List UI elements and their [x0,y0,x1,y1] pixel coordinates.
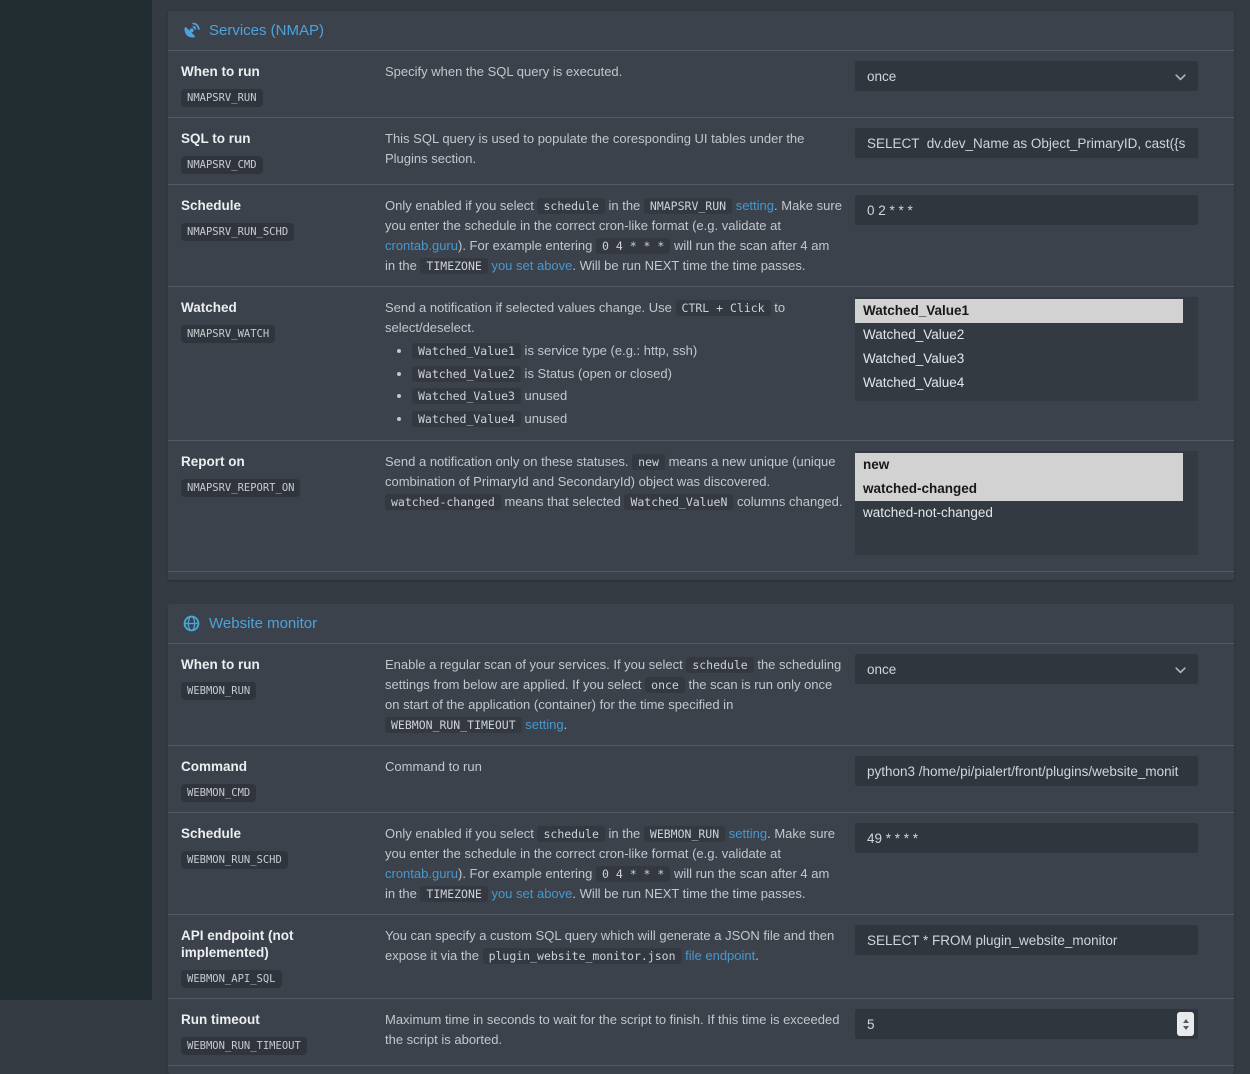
description-text: . Will be run NEXT time the time passes. [572,886,806,901]
number-spinner[interactable] [1177,1012,1194,1036]
spinner-up-icon[interactable] [1183,1019,1189,1023]
listbox-option[interactable]: Watched_Value4 [863,375,965,390]
inline-link[interactable]: setting [525,717,564,732]
setting-code-badge: NMAPSRV_RUN [181,89,263,107]
inline-code: TIMEZONE [420,886,487,902]
description-text: . Make sure you enter the schedule in the correct cron-like format (e.g. validate at [385,826,836,861]
inline-code: new [632,454,665,470]
inline-link[interactable]: you set above [491,258,573,273]
listbox-option[interactable]: new [855,453,1183,477]
satellite-dish-icon [183,22,200,39]
section-header [168,11,1234,51]
description-text: unused [520,388,568,403]
inline-code: 0 4 * * * [596,866,670,882]
setting-code-badge: WEBMON_CMD [181,784,256,802]
inline-code: WEBMON_RUN_TIMEOUT [385,717,522,733]
description-text: Send a notification if selected values change. Use [385,300,676,315]
listbox-NMAPSRV_WATCH[interactable] [855,297,1198,401]
description-text: . [563,717,568,732]
setting-name: When to run [181,657,260,672]
input-WEBMON_CMD[interactable] [855,756,1198,786]
setting-description [385,655,843,735]
setting-row-WEBMON_API_SQL [168,915,1234,999]
list-item [412,363,843,386]
sidebar [0,0,152,1000]
inline-code: WEBMON_RUN [644,826,725,842]
description-text: will run the scan after 4 am in the [385,866,830,901]
inline-code: Watched_Value4 [412,411,521,427]
chevron-down-icon [1175,69,1186,84]
inline-code: Watched_Value2 [412,366,521,382]
setting-row-NMAPSRV_WATCH [168,287,1234,441]
spinner-down-icon[interactable] [1183,1026,1189,1030]
list-item [412,385,843,408]
listbox-option[interactable]: Watched_Value1 [855,299,1183,323]
setting-name: Run timeout [181,1012,260,1027]
section-header [168,604,1234,644]
setting-row-NMAPSRV_REPORT_ON [168,441,1234,572]
description-text: Maximum time in seconds to wait for the script to finish. If this time is exceeded the script is aborted. [385,1012,840,1047]
inline-code: schedule [537,198,604,214]
inline-code: Watched_ValueN [624,494,733,510]
section-title: Website monitor [209,615,318,632]
description-text: . [755,948,759,963]
description-text: in the [604,198,644,213]
setting-code-badge: WEBMON_RUN_TIMEOUT [181,1037,307,1055]
setting-row-WEBMON_RUN_SCHD [168,813,1234,915]
setting-name: SQL to run [181,131,251,146]
description-text: . Make sure you enter the schedule in the correct cron-like format (e.g. validate at [385,198,842,233]
panel-website-monitor [168,604,1234,1074]
setting-code-badge: WEBMON_RUN_SCHD [181,851,288,869]
input-NMAPSRV_RUN_SCHD[interactable] [855,195,1198,225]
select-value: once [867,661,897,677]
inline-link[interactable]: setting [735,198,775,213]
setting-code-badge: WEBMON_API_SQL [181,970,282,988]
description-text: Only enabled if you select [385,198,538,213]
description-text: Only enabled if you select [385,826,538,841]
list-item [412,340,843,363]
setting-code-badge: NMAPSRV_WATCH [181,325,275,343]
input-NMAPSRV_CMD[interactable] [855,128,1198,158]
setting-row-NMAPSRV_RUN [168,51,1234,118]
description-text: columns changed. [733,494,843,509]
description-text: to select/deselect. [385,300,786,335]
description-text: . Will be run NEXT time the time passes. [572,258,806,273]
setting-description [385,298,843,430]
inline-code: schedule [686,657,753,673]
setting-name: Schedule [181,826,242,841]
setting-row-WEBMON_CMD [168,746,1234,813]
listbox-NMAPSRV_REPORT_ON[interactable] [855,451,1198,555]
setting-row-NMAPSRV_CMD [168,118,1234,185]
setting-name: Watched [181,300,237,315]
settings-content [152,0,1250,1074]
description-text: means that selected [500,494,625,509]
listbox-option[interactable]: watched-not-changed [863,505,993,520]
inline-code: CTRL + Click [676,300,771,316]
chevron-down-icon [1175,662,1186,677]
setting-row-WEBMON_RUN [168,644,1234,746]
description-text: ). For example entering [458,866,597,881]
description-text: Command to run [385,759,482,774]
description-text: the scheduling settings from below are applied. If you select [385,657,842,692]
setting-description [385,196,843,276]
description-text: is Status (open or closed) [520,365,672,381]
setting-description [385,1010,843,1050]
description-text: means a new unique (unique combination of PrimaryId and SecondaryId) object was discovered. [385,454,836,489]
setting-description [385,129,843,169]
inline-code: 0 4 * * * [596,238,670,254]
select-NMAPSRV_RUN[interactable] [855,61,1198,91]
description-text: will run the scan after 4 am in the [385,238,830,273]
inline-link[interactable]: file endpoint [685,948,756,963]
setting-description [385,926,843,966]
input-WEBMON_RUN_SCHD[interactable] [855,823,1198,853]
listbox-option[interactable]: Watched_Value2 [863,327,965,342]
setting-name: When to run [181,64,260,79]
description-text: Send a notification only on these statuses. [385,454,633,469]
description-text: You can specify a custom SQL query which will generate a JSON file and then expose it via the [385,928,835,963]
setting-description [385,452,843,512]
inline-code: TIMEZONE [420,258,487,274]
setting-code-badge: NMAPSRV_REPORT_ON [181,479,300,497]
setting-code-badge: NMAPSRV_RUN_SCHD [181,223,294,241]
globe-icon [183,615,200,632]
description-list [385,340,843,430]
setting-description [385,757,843,777]
inline-link[interactable]: crontab.guru [385,866,458,881]
select-value: once [867,68,897,84]
description-text: the scan is run only once on start of the application (container) for the time specified in [385,677,833,712]
listbox-option[interactable]: Watched_Value3 [863,351,965,366]
setting-row-WEBMON_RUN_TIMEOUT [168,999,1234,1066]
inline-code: Watched_Value1 [412,343,521,359]
description-text: is service type (e.g.: http, ssh) [520,343,698,358]
select-WEBMON_RUN[interactable] [855,654,1198,684]
setting-description [385,824,843,904]
inline-code: Watched_Value3 [412,388,521,404]
setting-name: Report on [181,454,245,469]
description-text: in the [604,826,644,841]
inline-code: plugin_website_monitor.json [483,948,682,964]
description-text: ). For example entering [458,238,597,253]
description-text: This SQL query is used to populate the coresponding UI tables under the Plugins section. [385,131,805,166]
setting-name: API endpoint (not implemented) [181,928,294,960]
inline-code: once [645,677,685,693]
setting-code-badge: WEBMON_RUN [181,682,256,700]
description-text: Enable a regular scan of your services. If you select [385,657,687,672]
inline-code: schedule [537,826,604,842]
listbox-option[interactable]: watched-changed [855,477,1183,501]
setting-code-badge: NMAPSRV_CMD [181,156,263,174]
inline-code: NMAPSRV_RUN [644,198,732,214]
input-WEBMON_RUN_TIMEOUT[interactable] [855,1009,1198,1039]
input-WEBMON_API_SQL[interactable] [855,925,1198,955]
section-title: Services (NMAP) [209,22,325,39]
list-item [412,408,843,431]
inline-link[interactable]: crontab.guru [385,238,458,253]
inline-link[interactable]: you set above [491,886,573,901]
setting-description [385,62,843,82]
setting-name: Schedule [181,198,242,213]
inline-code: watched-changed [385,494,501,510]
setting-name: Command [181,759,248,774]
panel-services-nmap [168,11,1234,580]
setting-row-NMAPSRV_RUN_SCHD [168,185,1234,287]
description-text: unused [520,410,568,426]
description-text: Specify when the SQL query is executed. [385,64,623,79]
inline-link[interactable]: setting [728,826,768,841]
